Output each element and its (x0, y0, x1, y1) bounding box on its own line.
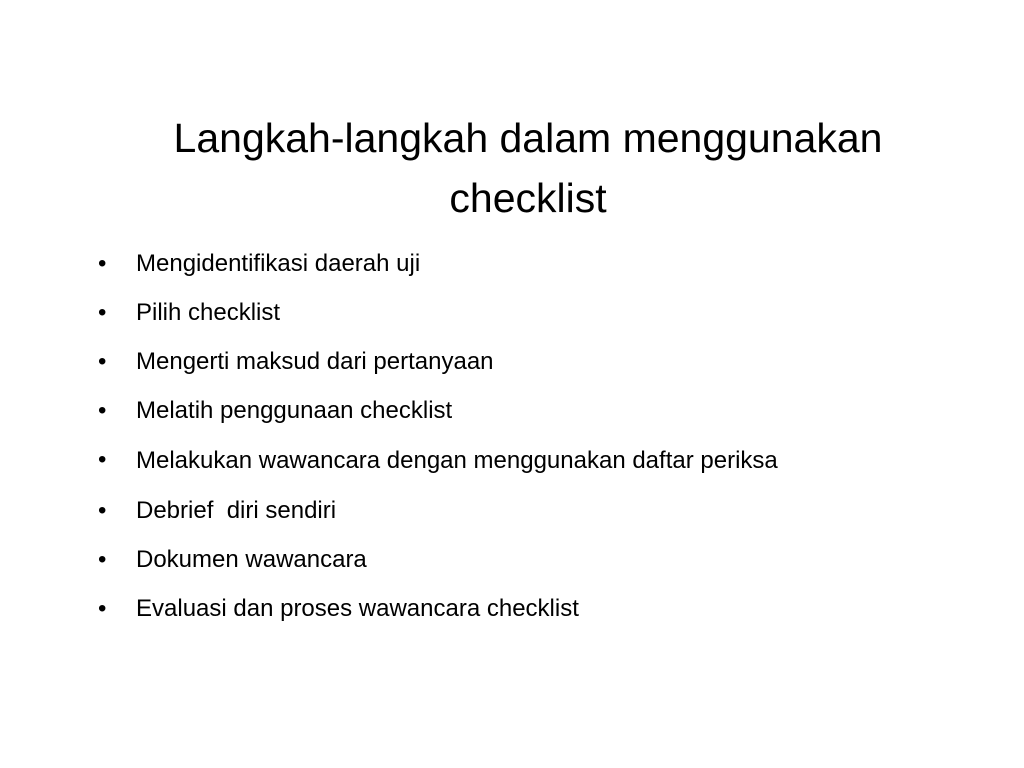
bullet-icon: • (98, 348, 107, 375)
list-item (96, 246, 956, 281)
list-item (96, 493, 956, 528)
list-item (96, 295, 956, 330)
bullet-icon: • (98, 299, 107, 326)
bullet-icon: • (98, 595, 107, 622)
list-item-text: Mengidentifikasi daerah uji (136, 250, 421, 277)
list-item-text: Debrief diri sendiri (136, 497, 337, 524)
list-item-text: Evaluasi dan proses wawancara checklist (136, 595, 579, 622)
list-item-text: Mengerti maksud dari pertanyaan (136, 348, 494, 375)
list-item-text: Dokumen wawancara (136, 546, 367, 573)
slide-title: Langkah-langkah dalam menggunakan checklist (173, 115, 883, 221)
bullet-icon: • (98, 250, 107, 277)
list-item (96, 591, 956, 626)
list-item-text: Melakukan wawancara dengan menggunakan daftar periksa (136, 447, 778, 474)
list-item-text: Melatih penggunaan checklist (136, 397, 453, 424)
bullet-icon: • (98, 446, 107, 473)
list-item (96, 442, 956, 479)
bullet-icon: • (98, 497, 107, 524)
list-item (96, 542, 956, 577)
bullet-list (96, 246, 956, 640)
bullet-icon: • (98, 546, 107, 573)
list-item (96, 344, 956, 379)
list-item (96, 393, 956, 428)
bullet-icon: • (98, 397, 107, 424)
list-item-text: Pilih checklist (136, 299, 281, 326)
